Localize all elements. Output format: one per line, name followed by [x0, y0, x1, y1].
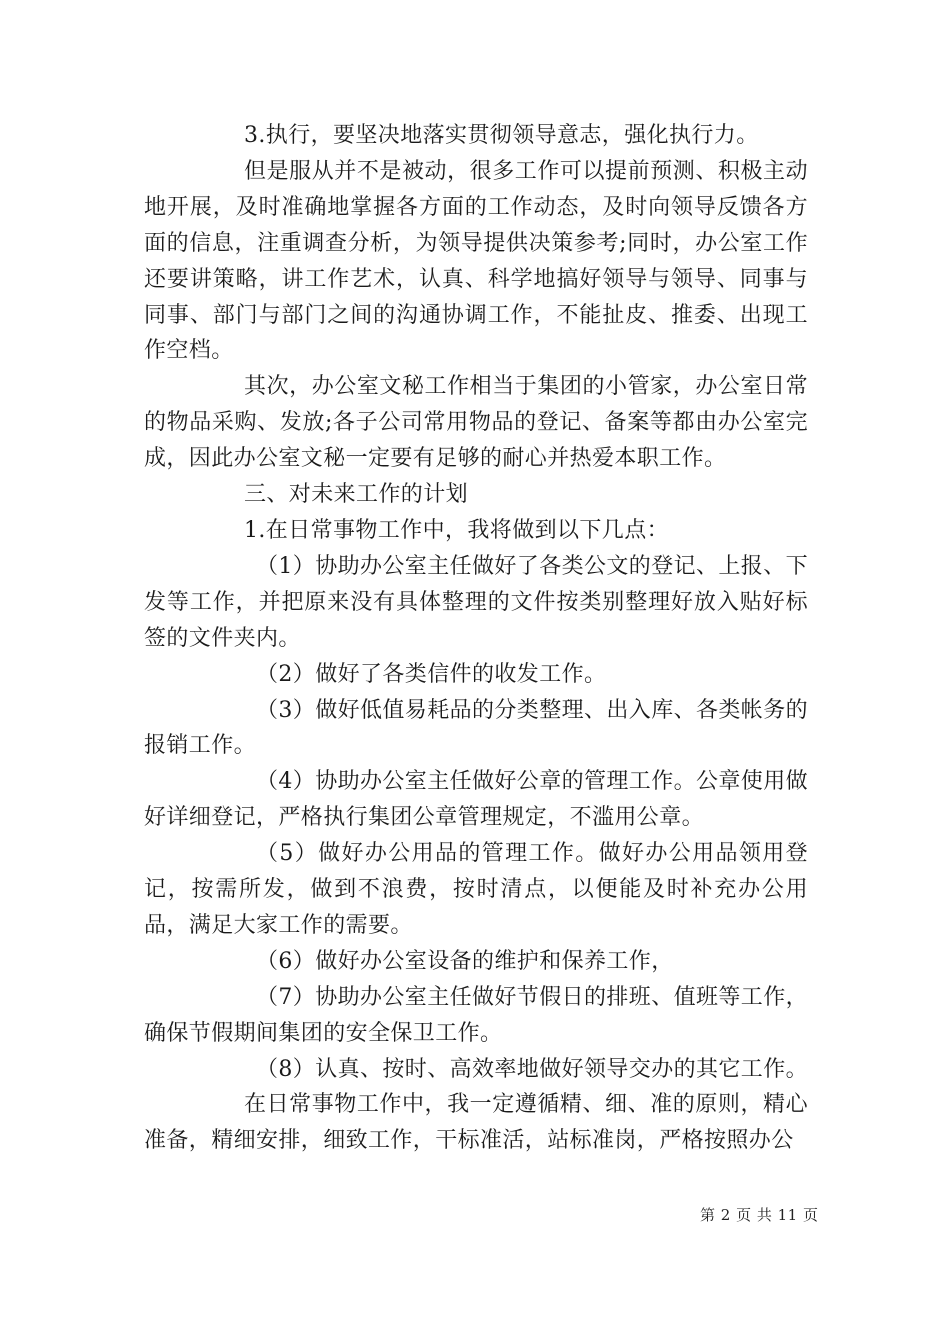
paragraph: 但是服从并不是被动，很多工作可以提前预测、积极主动地开展，及时准确地掌握各方面的工作动态，及时向领导反馈各方面的信息，注重调查分析，为领导提供决策参考;同时，办公室工作还要讲策略，讲工作艺术，认真、科学地搞好领导与领导、同事与同事、部门与部门之间的沟通协调工作，不能扯皮、推委、出现工作空档。 — [144, 158, 808, 364]
list-item: （2）做好了各类信件的收发工作。 — [256, 661, 607, 687]
paragraph: 在日常事物工作中，我一定遵循精、细、准的原则，精心准备，精细安排，细致工作，干标准活，站标准岗，严格按照办公 — [144, 1092, 808, 1154]
list-item: （3）做好低值易耗品的分类整理、出入库、各类帐务的报销工作。 — [144, 697, 808, 759]
list-item: （4）协助办公室主任做好公章的管理工作。公章使用做好详细登记，严格执行集团公章管理规定，不滥用公章。 — [144, 769, 808, 831]
paragraph: 1.在日常事物工作中，我将做到以下几点： — [244, 517, 669, 543]
list-item: （1）协助办公室主任做好了各类公文的登记、上报、下发等工作，并把原来没有具体整理的文件按类别整理好放入贴好标签的文件夹内。 — [144, 553, 808, 651]
list-item: （5）做好办公用品的管理工作。做好办公用品领用登记，按需所发，做到不浪费，按时清点，以便能及时补充办公用品，满足大家工作的需要。 — [144, 841, 808, 938]
list-item: （6）做好办公室设备的维护和保养工作， — [256, 948, 674, 974]
paragraph: 3.执行，要坚决地落实贯彻领导意志，强化执行力。 — [244, 123, 759, 148]
body-text — [144, 118, 808, 1159]
list-item: （7）协助办公室主任做好节假日的排班、值班等工作，确保节假期间集团的安全保卫工作。 — [144, 984, 808, 1046]
page-number-footer: 第 2 页 共 11 页 — [700, 1206, 819, 1224]
list-item: （8）认真、按时、高效率地做好领导交办的其它工作。 — [256, 1056, 808, 1082]
paragraph: 其次，办公室文秘工作相当于集团的小管家，办公室日常的物品采购、发放;各子公司常用物品的登记、备案等都由办公室完成，因此办公室文秘一定要有足够的耐心并热爱本职工作。 — [144, 374, 808, 472]
section-heading: 三、对未来工作的计划 — [244, 482, 469, 508]
